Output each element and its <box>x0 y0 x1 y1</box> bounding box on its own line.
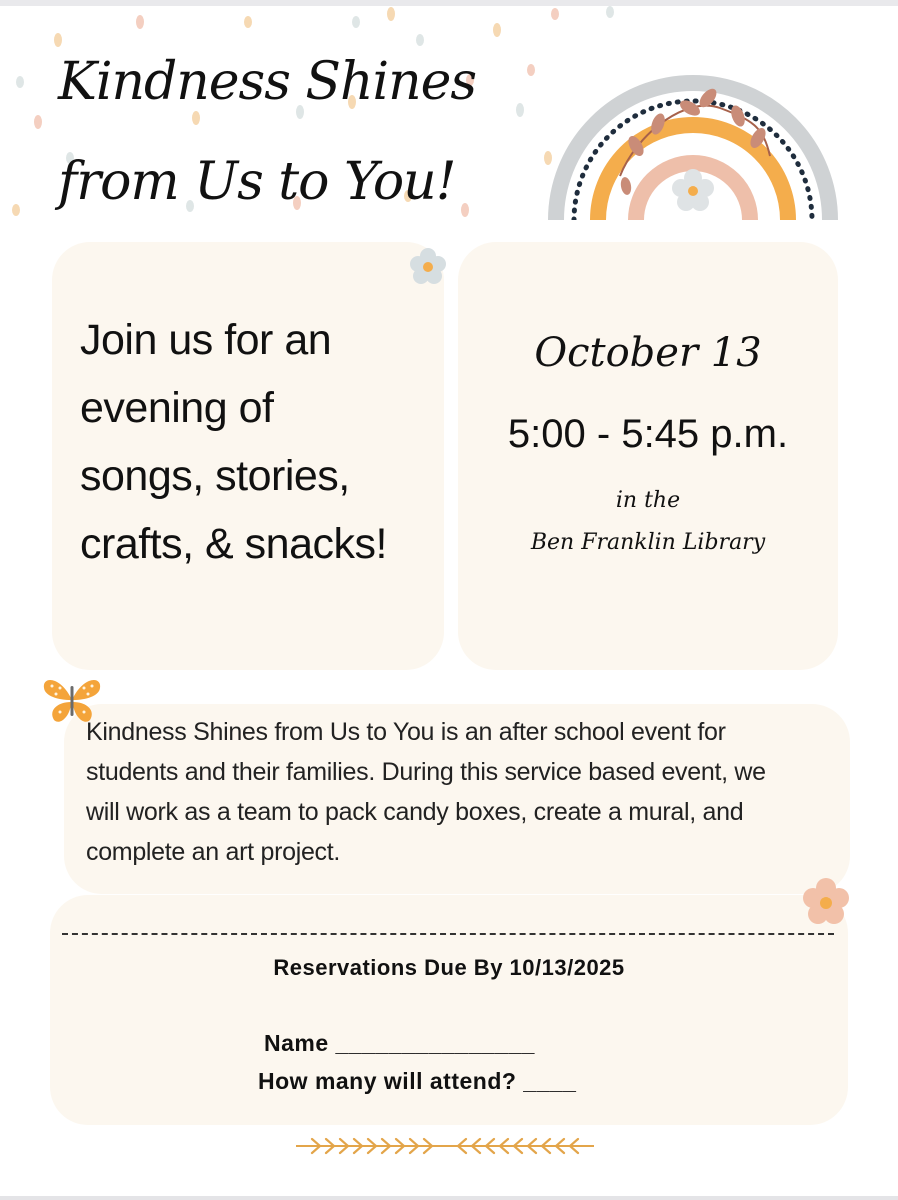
flower-icon <box>800 876 852 928</box>
reservation-attendee-count-field: How many will attend? ____ <box>258 1068 577 1094</box>
invite-line: crafts, & snacks! <box>80 520 387 568</box>
description-line: students and their families. During this service based event, we <box>86 758 766 786</box>
description-line: will work as a team to pack candy boxes, create a mural, and <box>86 798 744 826</box>
description-line: Kindness Shines from Us to You is an after school event for <box>86 718 726 746</box>
event-description <box>86 712 826 872</box>
invite-line: Join us for an <box>80 316 332 364</box>
flower-icon <box>408 246 448 286</box>
event-location-prefix: in the <box>615 488 681 513</box>
event-date: October 13 <box>534 330 762 376</box>
invite-line: songs, stories, <box>80 452 350 500</box>
event-title-line-1: Kindness Shines <box>58 52 477 112</box>
invite-line: evening of <box>80 384 274 432</box>
boho-rainbow-icon <box>548 36 838 220</box>
rainbow-flower-icon <box>672 169 714 211</box>
cut-here-divider <box>62 933 834 935</box>
invite-message <box>80 306 430 578</box>
arrow-divider-icon <box>292 1134 598 1158</box>
reservation-due-heading: Reservations Due By 10/13/2025 <box>273 955 625 980</box>
event-title-line-2: from Us to You! <box>58 152 456 212</box>
page-bottom-border <box>0 1196 898 1200</box>
event-location: Ben Franklin Library <box>530 530 766 555</box>
event-time: 5:00 - 5:45 p.m. <box>507 412 789 456</box>
reservation-name-field: Name _______________ <box>264 1030 535 1056</box>
description-line: complete an art project. <box>86 838 341 866</box>
event-title <box>58 32 498 232</box>
